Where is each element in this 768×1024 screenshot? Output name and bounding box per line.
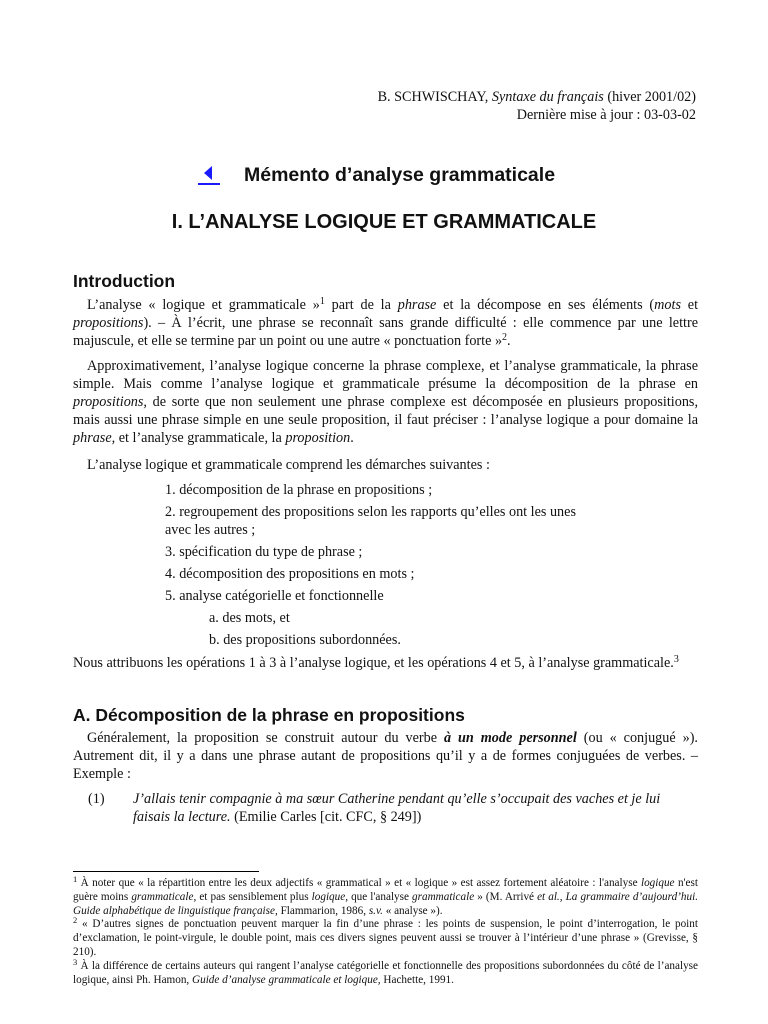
back-link-underline	[198, 183, 220, 185]
steps-list	[165, 481, 595, 653]
list-item: 2. regroupement des propositions selon les rapports qu’elles ont les unes avec les autres ;	[165, 504, 576, 538]
footnote-3: $^3$ À la différence de certains auteurs qui rangent l’analyse catégorielle et fonctionnelle des propositions subordonnées du côté de l’analyse logique, ainsi Ph. Hamon, Guide d’analyse grammaticale et logique, Hachette, 1991.	[73, 956, 698, 986]
document-header	[378, 88, 696, 124]
header-updated: Dernière mise à jour : 03-03-02	[516, 107, 696, 123]
list-item: 4. décomposition des propositions en mots ;	[165, 566, 415, 582]
intro-paragraph-3: L’analyse logique et grammaticale comprend les démarches suivantes :	[87, 457, 490, 473]
intro-paragraph-4: Nous attribuons les opérations 1 à 3 à l’analyse logique, et les opérations 4 et 5, à l’analyse grammaticale.$^3$	[73, 654, 679, 671]
section-a-heading: A. Décomposition de la phrase en propositions	[73, 705, 465, 725]
footnote-separator	[73, 871, 259, 872]
intro-heading: Introduction	[73, 271, 176, 291]
intro-paragraph-1: L’analyse « logique et grammaticale »$^1$ part de la phrase et la décompose en ses éléments (mots et propositions). – À l’écrit, une phrase se reconnaît sans grande difficulté : elle commence par une lettre majuscule, et elle se termine par un point ou une autre « ponctuation forte »$^2$.	[73, 296, 699, 349]
list-item: 5. analyse catégorielle et fonctionnelle	[165, 588, 384, 604]
footnote-2: $^2$ « D’autres signes de ponctuation peuvent marquer la fin d’une phrase : les points de suspension, le point d’interrogation, le point d’exclamation, le point-virgule, le double point, mais ces divers signes peuvent aussi se trouver à l’intérieur d’une phrase » (Grevisse, § 210).	[73, 915, 698, 958]
footnote-1: $^1$ À noter que « la répartition entre les deux adjectifs « grammatical » et « logique » est assez fortement aléatoire : l'analyse logique n'est guère moins grammaticale, et pas sensiblement plus logique, que l'analyse grammaticale » (M. Arrivé et al., La grammaire d’aujourd’hui. Guide alphabétique de linguistique française, Flammarion, 1986, s.v. « analyse »).	[73, 874, 698, 917]
memento-title: Mémento d’analyse grammaticale	[244, 164, 556, 186]
footnote-ref-1[interactable]: 1	[319, 296, 325, 307]
intro-paragraph-2: Approximativement, l’analyse logique concerne la phrase complexe, et l’analyse grammaticale, la phrase simple. Mais comme l’analyse logique et grammaticale présume la décomposition de la phrase en propositions, de sorte que non seulement une phrase complexe est décomposée en plusieurs propositions, mais aussi une phrase simple en une seule proposition, il faut préciser : l’analyse logique a pour domaine la phrase, et l’analyse grammaticale, la proposition.	[73, 358, 698, 446]
sub-list-item: a. des mots, et	[209, 610, 290, 626]
header-course: Syntaxe du français	[491, 89, 604, 105]
list-item: 1. décomposition de la phrase en propositions ;	[165, 482, 433, 498]
example-source: (Emilie Carles [cit. CFC, § 249])	[230, 809, 422, 825]
header-author: B. SCHWISCHAY,	[377, 89, 492, 105]
left-triangle-arrow-icon	[198, 164, 220, 184]
footnotes	[73, 874, 698, 987]
memento-header	[198, 162, 718, 190]
list-item: 3. spécification du type de phrase ;	[165, 544, 363, 560]
example-text	[133, 790, 698, 826]
section-a-paragraph: Généralement, la proposition se construit autour du verbe à un mode personnel (ou « conjugué »). Autrement dit, il y a dans une phrase autant de propositions qu’il y a de formes conjuguées de verbes. – Exemple :	[73, 730, 698, 782]
part-title: I. L’ANALYSE LOGIQUE ET GRAMMATICALE	[171, 211, 597, 233]
header-course-line	[378, 88, 696, 106]
header-term: (hiver 2001/02)	[603, 89, 696, 105]
footnote-ref-2[interactable]: 2	[502, 332, 508, 343]
example-quote: J’allais tenir compagnie à ma sœur Catherine pendant qu’elle s’occupait des vaches et je lui faisais la lecture.	[133, 791, 661, 825]
sub-list-item: b. des propositions subordonnées.	[209, 632, 401, 648]
footnote-ref-3[interactable]: 3	[673, 654, 679, 665]
example-number: (1)	[88, 791, 105, 807]
